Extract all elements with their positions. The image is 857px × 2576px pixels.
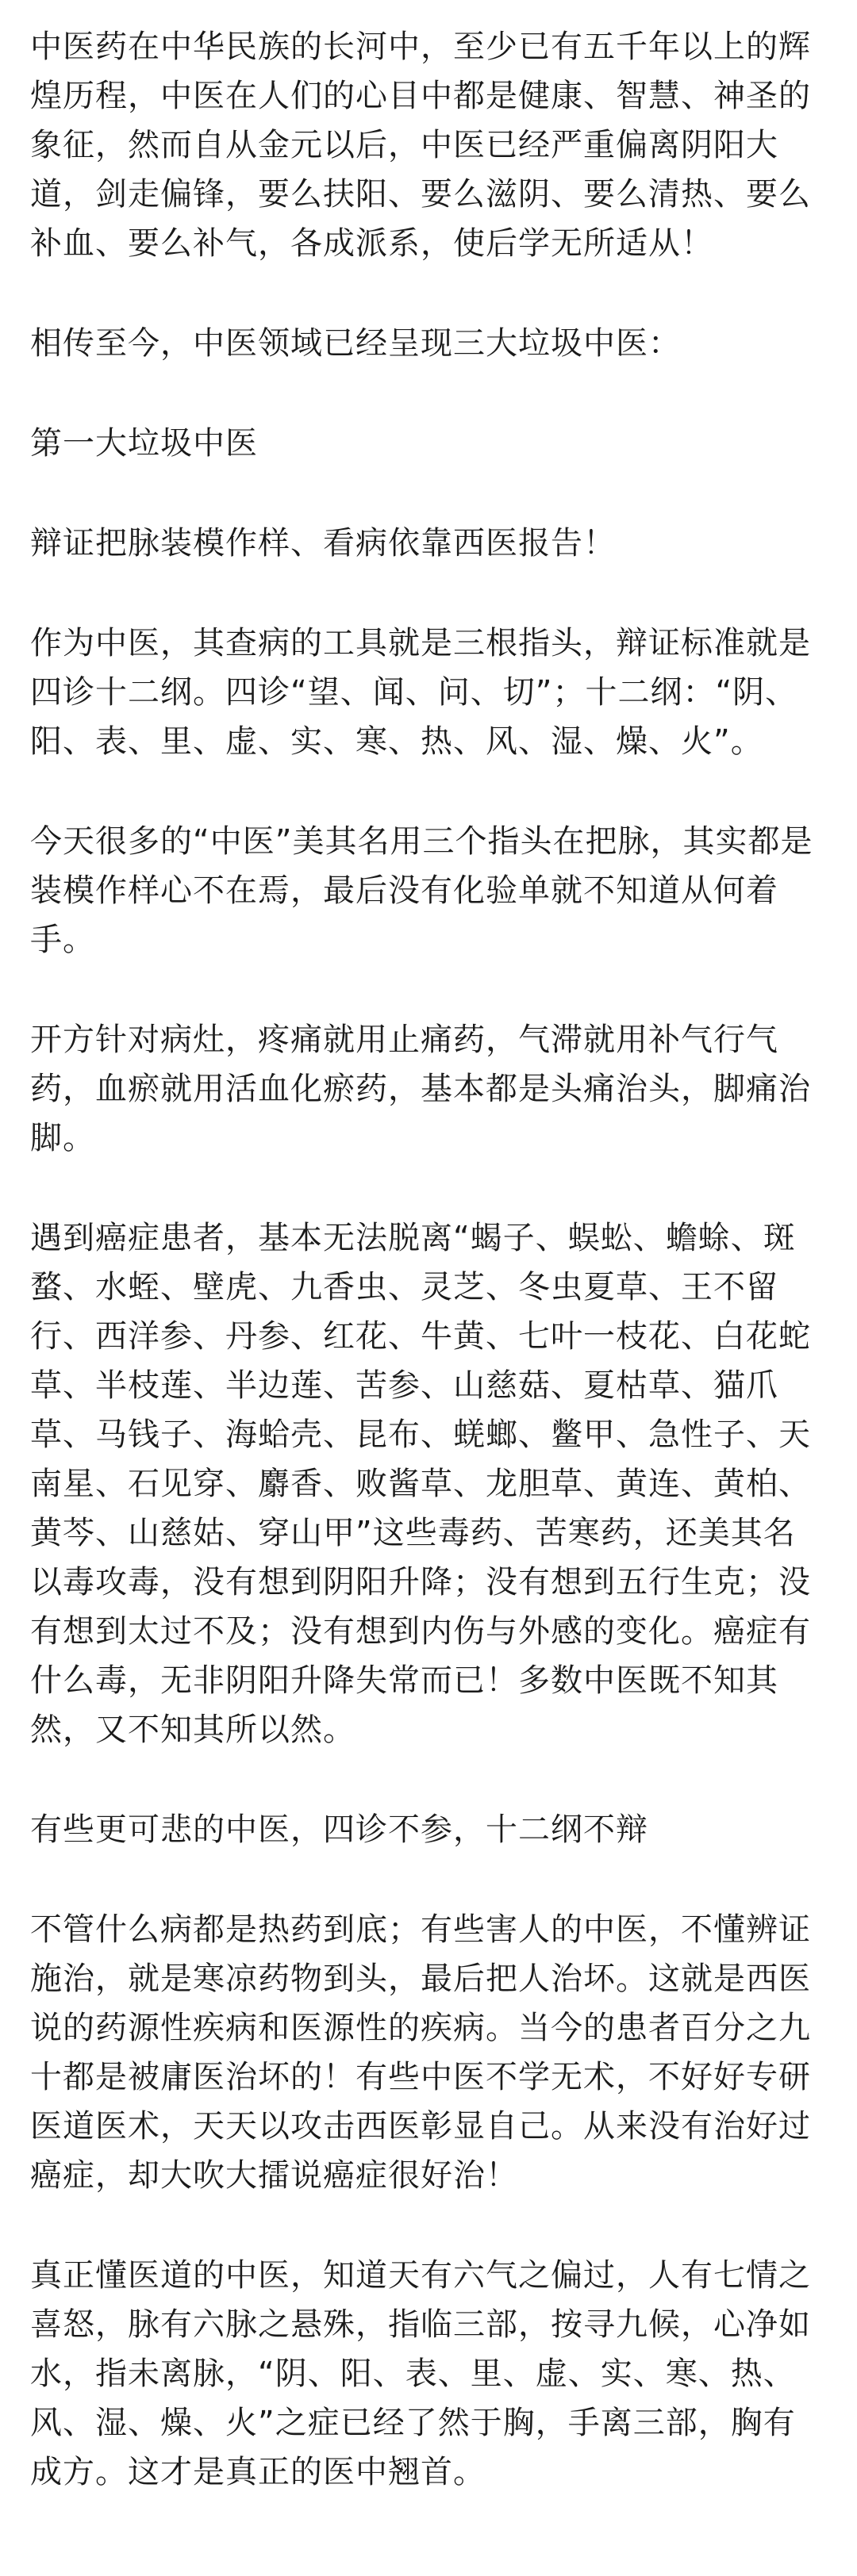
paragraph-four-diagnoses: 作为中医，其查病的工具就是三根指头，辩证标准就是四诊十二纲。四诊“望、闻、问、切”；十二纲：“阴、阳、表、里、虚、实、寒、热、风、湿、燥、火”。 [30, 625, 811, 760]
section-heading-first: 第一大垃圾中医 [30, 425, 258, 462]
paragraph-three-types: 相传至今，中医领域已经呈现三大垃圾中医： [30, 325, 681, 362]
paragraph-intro: 中医药在中华民族的长河中，至少已有五千年以上的辉煌历程，中医在人们的心目中都是健康、智慧、神圣的象征，然而自从金元以后，中医已经严重偏离阴阳大道，剑走偏锋，要么扶阳、要么滋阴、要么清热、要么补血、要么补气，各成派系，使后学无所适从！ [30, 29, 811, 262]
paragraph-first-summary: 辩证把脉装模作样、看病依靠西医报告！ [30, 525, 616, 562]
paragraph-true-doctor: 真正懂医道的中医，知道天有六气之偏过，人有七情之喜怒，脉有六脉之悬殊，指临三部，按寻九候，心净如水，指未离脉，“阴、阳、表、里、虚、实、寒、热、风、湿、燥、火”之症已经了然于胸，手离三部，胸有成方。这才是真正的医中翘首。 [30, 2257, 811, 2490]
paragraph-cancer-herbs: 遇到癌症患者，基本无法脱离“蝎子、蜈蚣、蟾蜍、斑蝥、水蛭、壁虎、九香虫、灵芝、冬虫夏草、王不留行、西洋参、丹参、红花、牛黄、七叶一枝花、白花蛇草、半枝莲、半边莲、苦参、山慈菇、夏枯草、猫爪草、马钱子、海蛤壳、昆布、蜣螂、鳖甲、急性子、天南星、石见穿、麝香、败酱草、龙胆草、黄连、黄柏、黄芩、山慈姑、穿山甲”这些毒药、苦寒药，还美其名以毒攻毒，没有想到阴阳升降；没有想到五行生克；没有想到太过不及；没有想到内伤与外感的变化。癌症有什么毒，无非阴阳升降失常而已！多数中医既不知其然，又不知其所以然。 [30, 1220, 811, 1748]
paragraph-sad-doctors: 有些更可悲的中医，四诊不参，十二纲不辩 [30, 1811, 648, 1848]
paragraph-harmful-doctors: 不管什么病都是热药到底；有些害人的中医，不懂辨证施治，就是寒凉药物到头，最后把人治坏。这就是西医说的药源性疾病和医源性的疾病。当今的患者百分之九十都是被庸医治坏的！有些中医不学无术，不好好专研医道医术，天天以攻击西医彰显自己。从来没有治好过癌症，却大吹大擂说癌症很好治！ [30, 1911, 811, 2194]
paragraph-pulse-pretense: 今天很多的“中医”美其名用三个指头在把脉，其实都是装模作样心不在焉，最后没有化验单就不知道从何着手。 [30, 823, 813, 958]
paragraph-prescription: 开方针对病灶，疼痛就用止痛药，气滞就用补气行气药，血瘀就用活血化瘀药，基本都是头痛治头，脚痛治脚。 [30, 1022, 811, 1156]
